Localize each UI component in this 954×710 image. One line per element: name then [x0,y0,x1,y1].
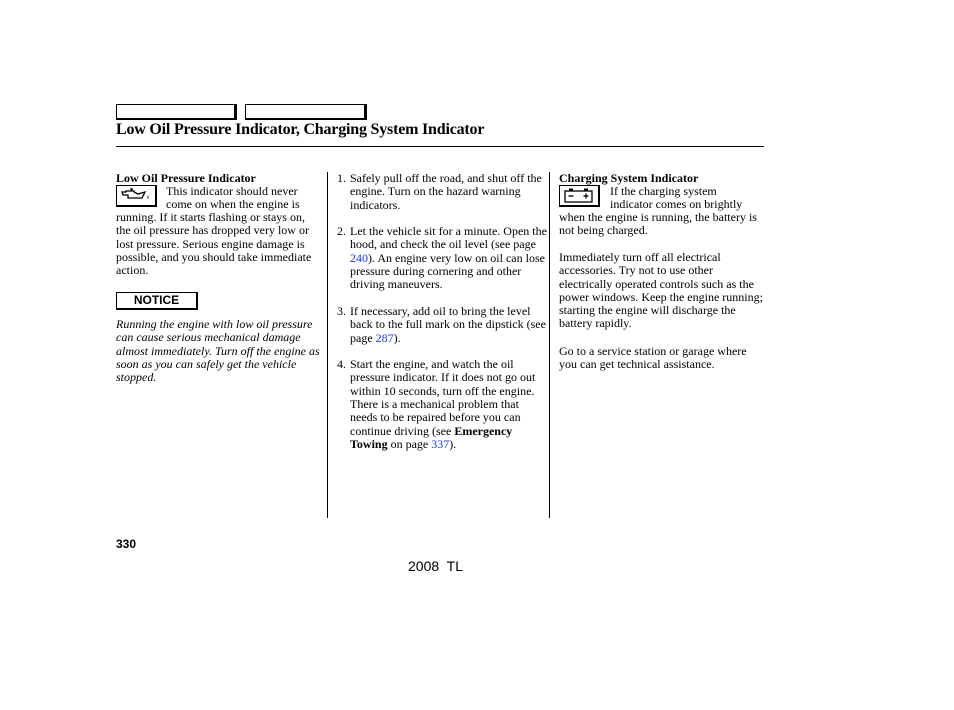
page-link-240[interactable]: 240 [350,250,368,265]
emergency-towing-ref: Emergency Towing [350,423,513,451]
column-divider-1 [327,172,328,518]
low-oil-line2: come on when the engine is [166,197,300,211]
page-link-337[interactable]: 337 [431,436,450,451]
charging-heading: Charging System Indicator [559,171,699,185]
low-oil-heading: Low Oil Pressure Indicator [116,171,256,185]
page-link-287[interactable]: 287 [375,330,394,345]
step-4-text-a: Start the engine, and watch the oil pressure indicator. If it does not go out within 10 seconds, turn off the engine. There is a mechanical problem that needs to be repaired before you can continue driving (see [350,357,536,438]
step-4-text-c: ). [449,436,457,451]
title-rule [116,146,764,147]
step-4-text-b: on page [390,436,429,451]
step-4-number: 4. [337,357,346,372]
step-2-number: 2. [337,224,346,239]
charging-body: when the engine is running, the battery is not being charged. [559,210,757,238]
page-title: Low Oil Pressure Indicator, Charging System Indicator [116,121,485,138]
charging-line2: indicator comes on brightly [610,197,743,211]
charging-para2: Immediately turn off all electrical accessories. Try not to use other electrically operated controls such as the power windows. Keep the engine running; starting the engine will discharge the battery rapidly. [559,250,763,331]
notice-text: Running the engine with low oil pressure can cause serious mechanical damage almost immediately. Turn off the engine as soon as you can safely get the vehicle stopped. [116,317,320,385]
step-4 [337,358,547,451]
step-3-text-a: If necessary, add oil to bring the level back to the full mark on the dipstick (see page [350,303,546,345]
column-divider-2 [549,172,550,518]
charging-line1: If the charging system [610,184,717,198]
step-3-text-b: ). [393,330,401,345]
charging-para3: Go to a service station or garage where you can get technical assistance. [559,344,747,372]
step-3 [337,305,547,345]
step-3-number: 3. [337,303,346,318]
step-1 [337,172,547,212]
page-number: 330 [116,537,137,551]
nav-tab-box-2[interactable] [245,104,367,120]
footer-model: 2008 TL [408,558,464,574]
low-oil-line1: This indicator should never [166,184,298,198]
step-1-text: Safely pull off the road, and shut off the engine. Turn on the hazard warning indicators. [350,171,542,212]
notice-label: NOTICE [116,292,198,310]
step-1-number: 1. [337,171,346,185]
nav-tab-box-1[interactable] [116,104,237,120]
oil-pressure-icon [116,185,157,207]
step-2 [337,225,547,291]
steps-list [337,172,547,465]
step-2-text-a: Let the vehicle sit for a minute. Open the hood, and check the oil level (see page [350,224,547,252]
low-oil-body: running. If it starts flashing or stays on, the oil pressure has dropped very low or lost pressure. Serious engine damage is possible, and you should take immediate action. [116,210,312,278]
battery-icon [559,185,600,207]
step-2-text-b: ). An engine very low on oil can lose pressure during cornering and other driving maneuvers. [350,250,545,292]
